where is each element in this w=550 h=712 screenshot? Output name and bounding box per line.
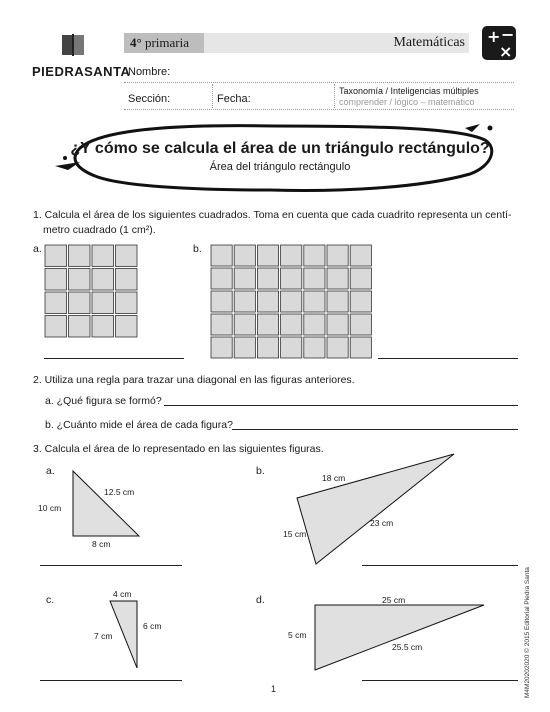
tri-d-side-left: 5 cm — [288, 630, 307, 640]
grid-cell — [116, 292, 138, 314]
grid-cell — [257, 291, 278, 312]
grid-cell — [350, 268, 371, 289]
tri-c-side-left: 7 cm — [94, 631, 113, 641]
grid-cell — [211, 337, 232, 358]
question-3-text: 3. Calcula el área de lo representado en las siguientes figuras. — [33, 443, 324, 455]
tri-b-side-top: 18 cm — [322, 473, 346, 483]
grid-cell — [69, 316, 91, 338]
grid-cell — [304, 337, 325, 358]
triangle-b — [294, 452, 458, 566]
q3-label-c: c. — [46, 594, 55, 606]
grid-cell — [45, 316, 67, 338]
grid-cell — [92, 269, 114, 291]
grid-cell — [350, 337, 371, 358]
q1-label-b: b. — [193, 243, 202, 255]
tri-a-side-hyp: 12.5 cm — [104, 487, 135, 497]
grid-cell — [211, 314, 232, 335]
grid-rect-b — [210, 244, 373, 360]
grid-square-a — [44, 244, 140, 340]
grid-cell — [304, 291, 325, 312]
tri-a-side-left: 10 cm — [38, 503, 62, 513]
tri-b-side-left: 15 cm — [283, 529, 307, 539]
form-bottom-line — [124, 109, 514, 110]
divider — [212, 84, 213, 108]
date-label: Fecha: — [217, 93, 251, 105]
triangle-a — [72, 470, 142, 538]
taxonomy-title: Taxonomía / Inteligencias múltiples — [339, 86, 479, 96]
book-logo-icon — [60, 34, 86, 56]
grid-cell — [234, 245, 255, 266]
question-1-line-1: 1. Calcula el área de los siguientes cuadrados. Toma en cuenta que cada cuadrito representa un centí- — [33, 209, 512, 221]
answer-line-2a[interactable] — [164, 405, 518, 406]
question-2-text: 2. Utiliza una regla para trazar una diagonal en las figuras anteriores. — [33, 374, 355, 386]
grid-cell — [234, 268, 255, 289]
title-banner — [40, 118, 510, 198]
grid-cell — [45, 245, 67, 267]
tri-c-side-right: 6 cm — [143, 621, 162, 631]
grid-cell — [92, 245, 114, 267]
grid-cell — [69, 292, 91, 314]
grid-cell — [116, 245, 138, 267]
q1-label-a: a. — [33, 243, 42, 255]
page-subtitle: Área del triángulo rectángulo — [209, 161, 351, 173]
grid-cell — [234, 337, 255, 358]
section-label: Sección: — [128, 93, 171, 105]
answer-line-3d[interactable] — [362, 680, 518, 681]
answer-line-3b[interactable] — [362, 565, 518, 566]
tri-d-side-hyp: 25.5 cm — [392, 642, 423, 652]
grade-badge — [124, 33, 204, 53]
tri-c-side-top: 4 cm — [113, 589, 132, 599]
grid-cell — [350, 245, 371, 266]
grade-number: 4° — [130, 35, 142, 50]
q3-label-a: a. — [46, 465, 55, 477]
name-field[interactable] — [124, 82, 514, 83]
grid-cell — [257, 314, 278, 335]
grid-cell — [257, 337, 278, 358]
question-2a-text: a. ¿Qué figura se formó? — [45, 395, 162, 407]
grid-cell — [211, 291, 232, 312]
grid-cell — [234, 314, 255, 335]
grid-cell — [92, 316, 114, 338]
answer-line-3a[interactable] — [40, 565, 182, 566]
triangle-d — [314, 604, 486, 672]
grid-cell — [350, 291, 371, 312]
question-2b-text: b. ¿Cuánto mide el área de cada figura? — [45, 419, 233, 431]
grid-cell — [281, 291, 302, 312]
side-code: M4M20202020 © 2015 Editorial Piedra Santa — [524, 567, 531, 698]
grid-cell — [281, 245, 302, 266]
grid-cell — [116, 269, 138, 291]
svg-text:+: + — [487, 27, 501, 46]
grid-cell — [327, 268, 348, 289]
grid-cell — [327, 291, 348, 312]
grid-cell — [257, 245, 278, 266]
grid-cell — [211, 245, 232, 266]
question-1-line-2: metro cuadrado (1 cm²). — [43, 224, 156, 236]
answer-line-1b[interactable] — [378, 358, 518, 359]
grid-cell — [69, 245, 91, 267]
grid-cell — [304, 268, 325, 289]
divider — [334, 84, 335, 108]
grid-cell — [327, 314, 348, 335]
publisher-logo: PIEDRASANTA — [32, 64, 131, 79]
grid-cell — [350, 314, 371, 335]
tri-b-side-right: 23 cm — [370, 518, 394, 528]
name-label: Nombre: — [128, 66, 171, 78]
answer-line-2b[interactable] — [232, 429, 518, 430]
grid-cell — [69, 269, 91, 291]
grid-cell — [281, 314, 302, 335]
q3-label-b: b. — [256, 465, 265, 477]
grid-cell — [116, 316, 138, 338]
grid-cell — [234, 291, 255, 312]
grid-cell — [327, 337, 348, 358]
answer-line-1a[interactable] — [44, 358, 184, 359]
grade-text: primaria — [144, 35, 189, 50]
q3-label-d: d. — [256, 594, 265, 606]
grid-cell — [304, 245, 325, 266]
page-number: 1 — [271, 684, 277, 694]
tri-d-side-top: 25 cm — [382, 595, 406, 605]
grid-cell — [304, 314, 325, 335]
math-operations-icon — [481, 25, 517, 61]
grid-cell — [281, 337, 302, 358]
grid-cell — [92, 292, 114, 314]
grid-cell — [45, 292, 67, 314]
grid-cell — [211, 268, 232, 289]
triangle-c — [109, 600, 139, 670]
grid-cell — [45, 269, 67, 291]
answer-line-3c[interactable] — [40, 680, 182, 681]
grid-cell — [257, 268, 278, 289]
grid-cell — [281, 268, 302, 289]
svg-text:−: − — [501, 25, 515, 44]
tri-a-side-bottom: 8 cm — [92, 539, 111, 549]
svg-text:×: × — [499, 42, 513, 61]
page-title: ¿Y cómo se calcula el área de un triángulo rectángulo? — [70, 140, 490, 157]
side-code-wrap — [524, 548, 534, 698]
subject-title: Matemáticas — [393, 35, 465, 50]
taxonomy-value: comprender / lógico – matemático — [339, 97, 475, 107]
grid-cell — [327, 245, 348, 266]
